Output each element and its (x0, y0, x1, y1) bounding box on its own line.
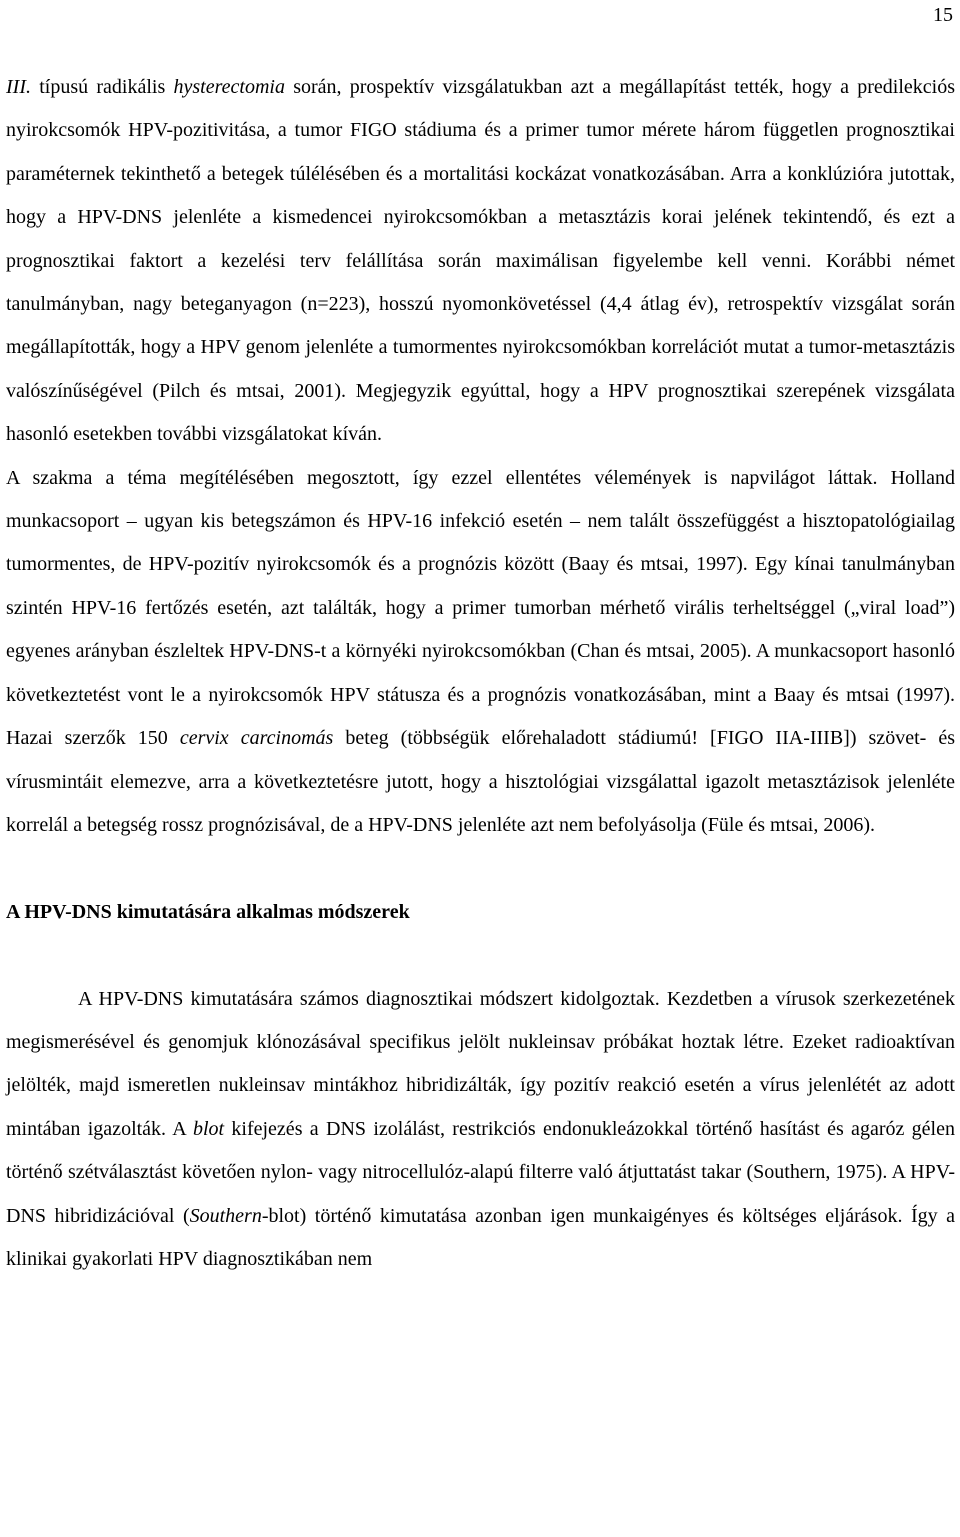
text-segment: A HPV-DNS kimutatására számos diagnosztikai módszert kidolgoztak. Kezdetben a vírusok szerkezetének megismerésével és genomjuk klónozásával specifikus jelölt nukleinsav próbákat hoztak létre. Ezeket radioaktívan jelölték, majd ismeretlen nukleinsav mintákhoz hibridizálták, így pozitív reakció esetén a vírus jelenlétét az adott mintában igazolták. A (6, 987, 955, 1140)
text-segment: A szakma a téma megítélésében megosztott, így ezzel ellentétes vélemények is napvilágot láttak. Holland munkacsoport – ugyan kis betegszámon és HPV-16 infekció esetén – nem talált összefüggést a hisztopatológiailag tumormentes, de HPV-pozitív nyirokcsomók és a prognózis között (Baay és mtsai, 1997). Egy kínai tanulmányban szintén HPV-16 fertőzés esetén, azt találták, hogy a primer tumorban mérhető virális terheltséggel („viral load”) egyenes arányban észleltek HPV-DNS-t a környéki nyirokcsomókban (Chan és mtsai, 2005). A munkacsoport hasonló következtetést vont le a nyirokcsomók HPV státusza és a prognózis vonatkozásában, mint a Baay és mtsai (1997). Hazai szerzők 150 (6, 466, 955, 750)
text-segment: kifejezés a DNS izolálást, restrikciós endonukleázokkal történő hasítást és agaróz gélen történő szétválasztást követően nylon- vagy nitrocellulóz-alapú filterre való átjuttatást takar (Southern, 1975). A HPV-DNS hibridizációval ( (6, 1117, 955, 1227)
text-segment: során, prospektív vizsgálatukban azt a megállapítást tették, hogy a predilekciós nyirokcsomók HPV-pozitivitása, a tumor FIGO stádiuma és a primer tumor mérete három független prognosztikai paraméternek tekinthető a betegek túlélésében és a mortalitási kockázat vonatkozásában. Arra a konklúzióra jutottak, hogy a HPV-DNS jelenléte a kismedencei nyirokcsomókban a metasztázis korai jelének tekintendő, és ezt a prognosztikai faktort a kezelési terv felállítása során maximálisan figyelembe kell venni. Korábbi német tanulmányban, nagy beteganyagon (n=223), hosszú nyomonkövetéssel (4,4 átlag év), retrospektív vizsgálat során megállapították, hogy a HPV genom jelenléte a tumormentes nyirokcsomókban korrelációt mutat a tumor-metasztázis valószínűségével (Pilch és mtsai, 2001). Megjegyzik egyúttal, hogy a HPV prognosztikai szerepének vizsgálata hasonló esetekben további vizsgálatokat kíván. (6, 76, 956, 446)
text-segment: beteg (többségük előrehaladott stádiumú! [FIGO IIA-IIIB]) szövet- és vírusmintáit elemezve, arra a következtetésre jutott, hogy a hisztológiai vizsgálattal igazolt metasztázisok jelenléte korrelál a betegség rossz prognózisával, de a HPV-DNS jelenléte azt nem befolyásolja (Füle és mtsai, 2006). (6, 727, 955, 836)
section-heading: A HPV-DNS kimutatására alkalmas módszerek (6, 900, 410, 923)
document-body (6, 66, 955, 1281)
paragraph-detection-methods (6, 978, 955, 1282)
paragraph-controversy (6, 457, 955, 848)
italic-term: cervix carcinomás (179, 727, 334, 750)
text-segment: -blot) történő kimutatása azonban igen munkaigényes és költséges eljárások. Így a klinikai gyakorlati HPV diagnosztikában nem (6, 1204, 955, 1270)
page-number: 15 (933, 4, 953, 26)
paragraph-lymph-node-prognosis (6, 66, 955, 457)
italic-term: blot (192, 1117, 225, 1140)
italic-term: hysterectomia (173, 76, 285, 98)
italic-term: III. (6, 76, 31, 98)
text-segment: típusú radikális (30, 76, 174, 98)
italic-term: Southern (189, 1204, 262, 1227)
